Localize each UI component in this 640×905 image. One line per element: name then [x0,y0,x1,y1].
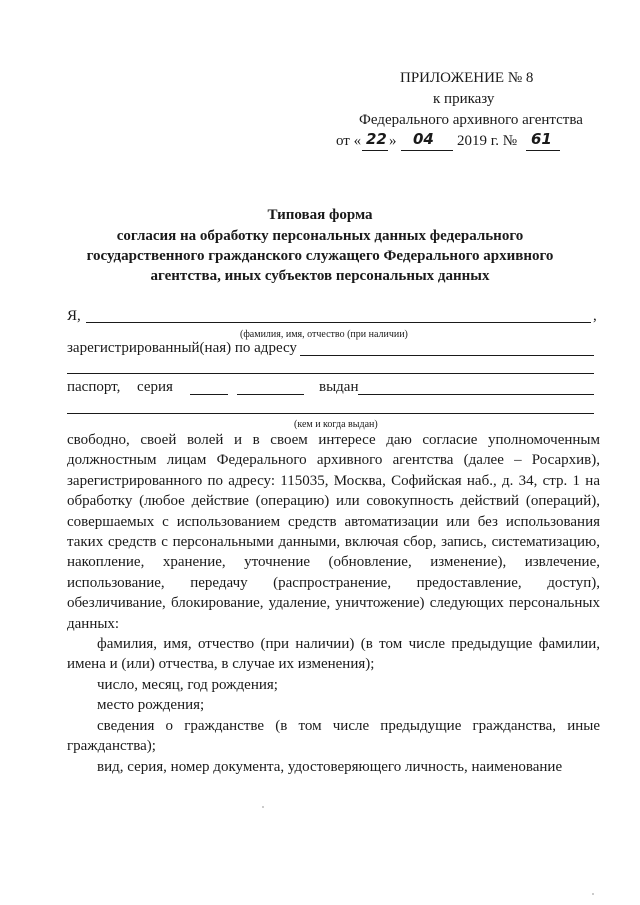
issued-caption: (кем и когда выдан) [294,419,378,430]
date-month-underline [401,150,453,151]
list-item: фамилия, имя, отчество (при наличии) (в том числе предыдущие фамилии, имена и (или) отчества, в случае их изменения); [67,636,600,673]
address-field[interactable] [300,355,594,356]
list-item: сведения о гражданстве (в том числе предыдущие гражданства, иные гражданства); [67,717,600,755]
appendix-number: ПРИЛОЖЕНИЕ № 8 [400,70,534,86]
i-label: Я, [67,308,81,324]
appendix-order-ref: к приказу [433,91,495,107]
issued-by-field-line-2[interactable] [67,413,594,414]
issued-by-field[interactable] [358,394,594,395]
fio-comma: , [593,308,597,324]
date-prefix: от « [336,133,362,149]
fio-field[interactable] [86,322,591,323]
order-number-underline [526,150,560,151]
form-title-line-4: агентства, иных субъектов персональных данных [150,268,490,284]
form-title-line-2: согласия на обработку персональных данных федерального [116,228,524,244]
list-item: число, месяц, год рождения; [97,676,278,693]
address-field-line-2[interactable] [67,373,594,374]
passport-number-field[interactable] [237,394,304,395]
form-title-line-3: государственного гражданского служащего Федерального архивного [86,248,554,264]
date-day-handwritten: 22 [366,130,387,148]
series-label: серия [137,379,173,395]
date-year-number-label: 2019 г. № [457,133,518,149]
order-number-handwritten: 61 [531,130,552,148]
passport-label: паспорт, [67,379,121,395]
passport-series-field[interactable] [190,394,228,395]
consent-paragraph: свободно, своей волей и в своем интересе даю согласие уполномоченным должностным лицам Федерального архивного агентства (далее – Росархив), зарегистрированного по адресу: 115035, Москва, Софийская наб., д. 34, стр. 1 на обработку (любое действие (операцию) или совокупность действий (операций), совершаемых с использованием средств автоматизации или без использования таких средств с персональными данными, включая сбор, запись, систематизацию, накопление, хранение, уточнение (обновление, изменение), извлечение, использование, передачу (распространение, предоставление, доступ), обезличивание, блокирование, удаление, уничтожение) следующих персональных данных: [67,432,600,632]
list-item: вид, серия, номер документа, удостоверяющего личность, наименование [97,758,563,775]
consent-body [67,430,600,777]
scan-speck [592,893,594,895]
fio-caption: (фамилия, имя, отчество (при наличии) [240,329,408,340]
appendix-agency: Федерального архивного агентства [359,112,583,128]
date-month-handwritten: 04 [413,130,434,148]
list-item: место рождения; [97,697,205,714]
form-title: Типовая форма [267,207,373,223]
registered-label: зарегистрированный(ная) по адресу [67,340,297,356]
scan-speck [262,806,264,808]
date-day-underline [362,150,388,151]
issued-label: выдан [319,379,359,395]
date-mid: » [389,133,397,149]
